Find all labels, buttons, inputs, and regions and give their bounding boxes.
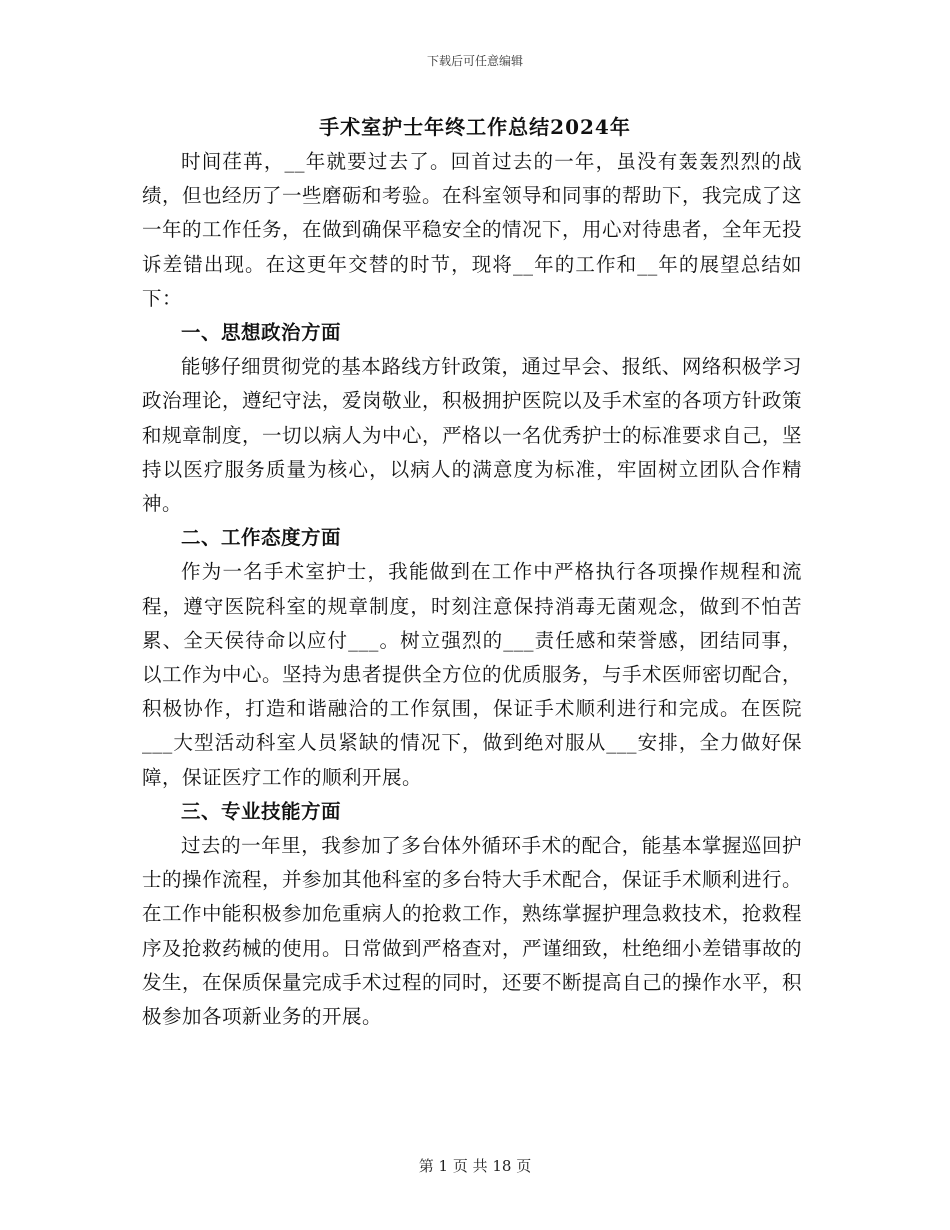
section-paragraph-skills: 过去的一年里，我参加了多台体外循环手术的配合，能基本掌握巡回护士的操作流程，并参加其他科室的多台特大手术配合，保证手术顺利进行。在工作中能积极参加危重病人的抢救工作，熟练掌握护理急救技术，抢救程序及抢救药械的使用。日常做到严格查对，严谨细致，杜绝细小差错事故的发生，在保质保量完成手术过程的同时，还要不断提高自己的操作水平，积极参加各项新业务的开展。 — [142, 834, 803, 1029]
document-body — [142, 145, 802, 1034]
page-number: 第 1 页 共 18 页 — [418, 1157, 532, 1175]
section-heading-political: 一、思想政治方面 — [181, 321, 342, 345]
section-paragraph-political: 能够仔细贯彻党的基本路线方针政策，通过早会、报纸、网络积极学习政治理论，遵纪守法，爱岗敬业，积极拥护医院以及手术室的各项方针政策和规章制度，一切以病人为中心，严格以一名优秀护士的标准要求自己，坚持以医疗服务质量为核心，以病人的满意度为标准，牢固树立团队合作精神。 — [142, 355, 803, 516]
document-title: 手术室护士年终工作总结2024年 — [319, 115, 631, 139]
page-header-note: 下载后可任意编辑 — [426, 54, 523, 68]
intro-paragraph: 时间荏苒，__年就要过去了。回首过去的一年，虽没有轰轰烈烈的战绩，但也经历了一些磨砺和考验。在科室领导和同事的帮助下，我完成了这一年的工作任务，在做到确保平稳安全的情况下，用心对待患者，全年无投诉差错出现。在这更年交替的时节，现将__年的工作和__年的展望总结如下： — [142, 150, 803, 310]
section-heading-skills: 三、专业技能方面 — [181, 799, 342, 823]
section-heading-attitude: 二、工作态度方面 — [181, 526, 342, 550]
section-paragraph-attitude: 作为一名手术室护士，我能做到在工作中严格执行各项操作规程和流程，遵守医院科室的规章制度，时刻注意保持消毒无菌观念，做到不怕苦累、全天侯待命以应付___。树立强烈的___责任感和荣誉感，团结同事，以工作为中心。坚持为患者提供全方位的优质服务，与手术医师密切配合，积极协作，打造和谐融洽的工作氛围，保证手术顺利进行和完成。在医院___大型活动科室人员紧缺的情况下，做到绝对服从___安排，全力做好保障，保证医疗工作的顺利开展。 — [142, 560, 803, 789]
